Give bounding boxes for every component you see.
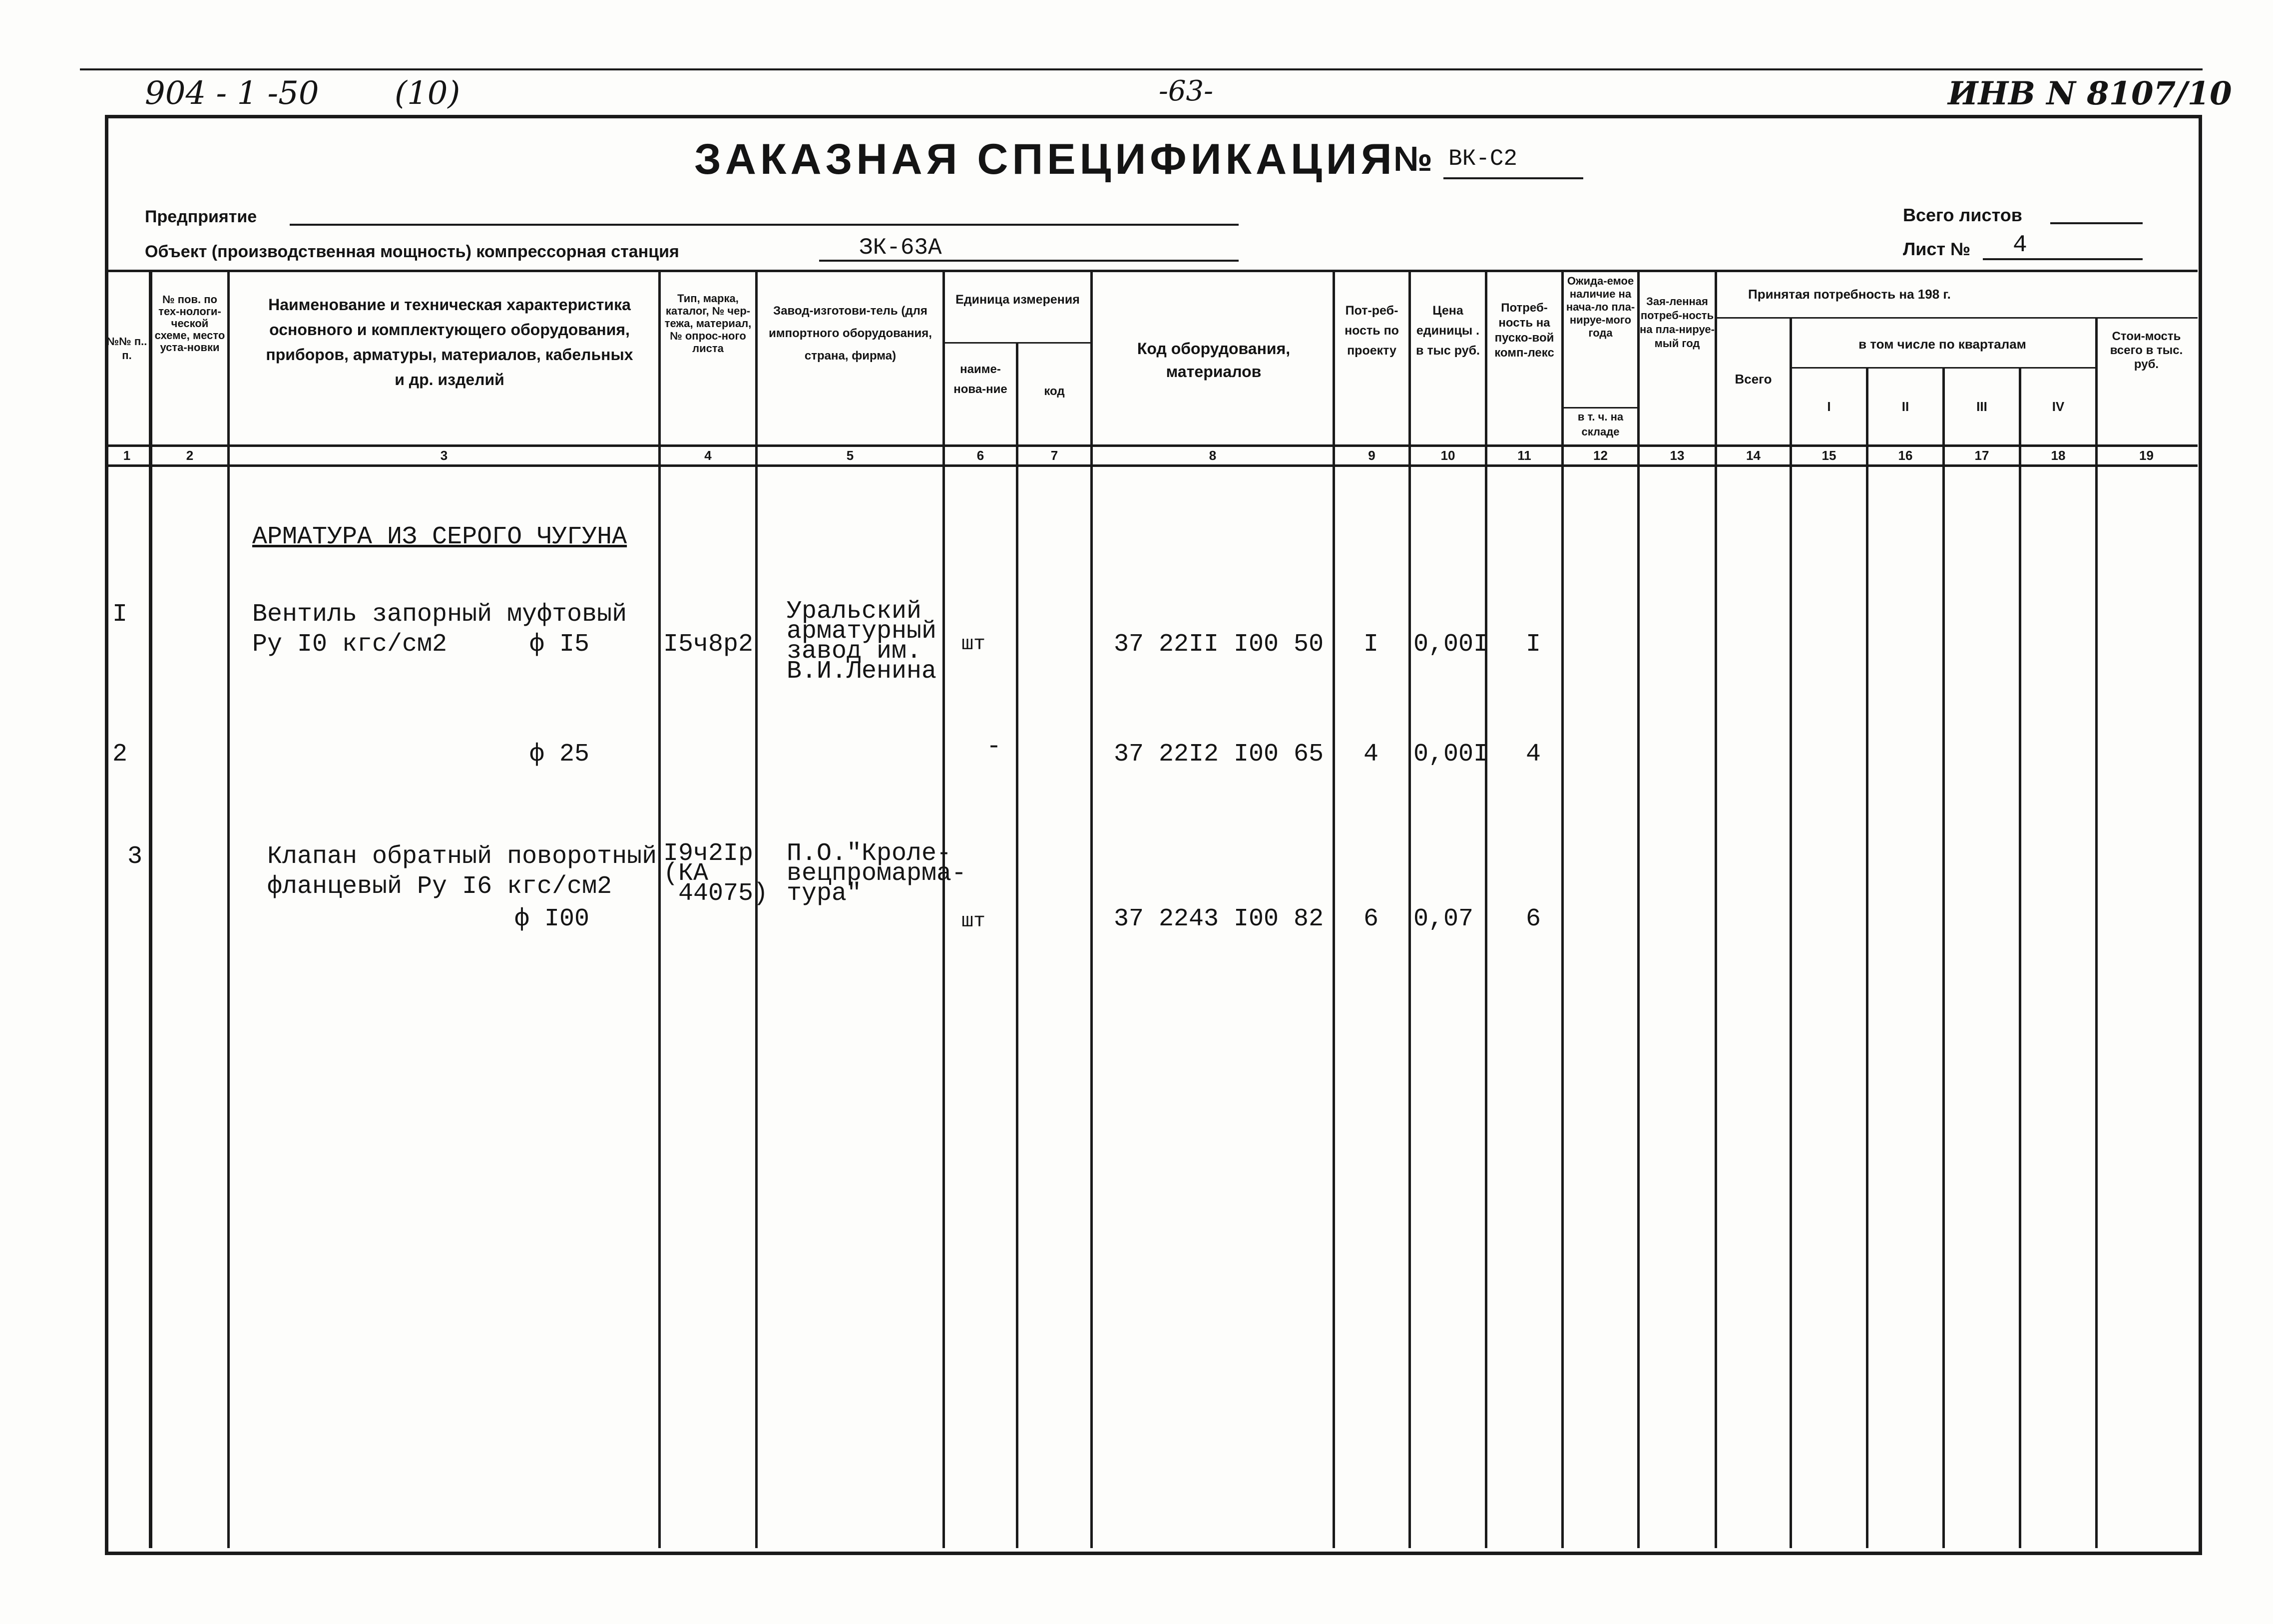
- item-maker: Уральский арматурный завод им. В.И.Ленина: [787, 597, 937, 686]
- item-qty: I: [1364, 630, 1379, 659]
- col-number: 11: [1517, 448, 1531, 463]
- item-name: Клапан обратный поворотный: [267, 842, 657, 871]
- col-number: 1: [123, 448, 131, 463]
- col-line: [1942, 367, 1945, 1548]
- col-line: [1866, 367, 1868, 1548]
- item-type: I9ч2Iр (КА 44075): [663, 839, 769, 908]
- page-title: ЗАКАЗНАЯ СПЕЦИФИКАЦИЯ: [694, 135, 1396, 183]
- col-number: 19: [2139, 448, 2154, 463]
- sheet-value: 4: [2013, 232, 2027, 259]
- header-col1: №№ п.. п.: [106, 335, 147, 362]
- col-number: 10: [1440, 448, 1455, 463]
- header-quarters: в том числе по кварталам: [1858, 337, 2026, 352]
- row-number: 2: [112, 740, 128, 769]
- total-sheets-line: [2050, 222, 2143, 224]
- item-unit: шт: [961, 633, 986, 656]
- col-number: 7: [1050, 448, 1058, 463]
- header-unit: Единица измерения: [955, 293, 1080, 307]
- header-col2: № пов. по тех-нологи-ческой схеме, место уста-новки: [154, 293, 225, 354]
- col-number: 17: [1974, 448, 1989, 463]
- header-col11: Потреб-ность на пуско-вой комп-лекс: [1494, 301, 1554, 360]
- col-line: [2019, 367, 2021, 1548]
- col-number: 8: [1209, 448, 1217, 463]
- item-launch-qty: I: [1526, 630, 1541, 659]
- header-col10: Цена единицы . в тыс руб.: [1416, 304, 1480, 358]
- col-number: 3: [440, 448, 448, 463]
- spec-number-line: [1443, 177, 1583, 179]
- item-maker: П.О."Кроле- вецпромарма- тура": [787, 839, 967, 908]
- item-diameter: ф I00: [514, 905, 590, 933]
- header-col4: Тип, марка, каталог, № чер-тежа, материал, № опрос-ного листа: [664, 292, 752, 355]
- col-number: 4: [704, 448, 712, 463]
- header-col8: Код оборудования, материалов: [1137, 340, 1291, 381]
- col-number: 16: [1898, 448, 1913, 463]
- item-qty: 6: [1364, 905, 1379, 933]
- item-qty: 4: [1364, 740, 1379, 769]
- object-line: [819, 260, 1239, 262]
- header-q3: III: [1976, 399, 1987, 414]
- item-launch-qty: 6: [1526, 905, 1541, 933]
- col-number: 9: [1368, 448, 1375, 463]
- item-launch-qty: 4: [1526, 740, 1541, 769]
- item-name-line2: фланцевый Ру I6 кгс/см2: [267, 872, 612, 901]
- col-number: 14: [1746, 448, 1761, 463]
- total-sheets-label: Всего листов: [1903, 205, 2022, 225]
- item-diameter: ф 25: [529, 740, 590, 769]
- col-number: 18: [2051, 448, 2066, 463]
- page-number: -63-: [1159, 75, 1214, 107]
- header-col6: наиме-нова-ние: [953, 363, 1007, 396]
- col-line: [149, 270, 152, 1548]
- item-type: I5ч8р2: [663, 630, 754, 659]
- row-number: 3: [127, 842, 143, 871]
- header-col12: Ожида-емое наличие на нача-ло пла-нируе-мого года: [1566, 275, 1635, 339]
- top-rule: [80, 68, 2203, 70]
- header-col9: Пот-реб-ность по проекту: [1345, 304, 1399, 358]
- header-col3: Наименование и техническая характеристика основного и комплектующего оборудования, приборов, арматуры, материалов, кабельных и др. изделий: [266, 296, 633, 389]
- header-q1: I: [1827, 399, 1831, 414]
- inventory-number: ИНВ N 8107/10: [1948, 75, 2232, 112]
- col-number: 6: [976, 448, 984, 463]
- accepted-rule: [1715, 317, 2198, 319]
- item-price: 0,07: [1413, 905, 1474, 933]
- col-number: 2: [186, 448, 194, 463]
- item-name: Вентиль запорный муфтовый: [252, 600, 627, 629]
- header-col19: Стои-мость всего в тыс. руб.: [2110, 330, 2183, 371]
- object-label: Объект (производственная мощность) компрессорная станция: [145, 242, 679, 261]
- sheet-line: [1983, 258, 2143, 260]
- object-value: ЗК-63А: [859, 235, 942, 261]
- item-unit: шт: [961, 910, 986, 933]
- row-number: I: [112, 600, 128, 629]
- header-bottom-rule: [105, 444, 2198, 447]
- stock-rule: [1561, 407, 1637, 408]
- section-title: АРМАТУРА ИЗ СЕРОГО ЧУГУНА: [252, 523, 627, 551]
- col-number: 13: [1670, 448, 1685, 463]
- doc-code: 904 - 1 -50: [145, 75, 319, 112]
- col-line: [2095, 317, 2098, 1548]
- header-col5: Завод-изготови-тель (для импортного оборудования, страна, фирма): [769, 304, 932, 363]
- spec-number-label: №: [1393, 139, 1433, 178]
- header-col7: код: [1044, 385, 1065, 398]
- enterprise-label: Предприятие: [145, 207, 257, 226]
- item-price: 0,00I: [1413, 630, 1489, 659]
- enterprise-line: [290, 224, 1239, 226]
- col-line: [1790, 317, 1792, 1548]
- header-q2: II: [1901, 399, 1909, 414]
- header-col14: Всего: [1735, 372, 1772, 387]
- item-code: 37 22II I00 50: [1114, 630, 1324, 659]
- header-col12-stock: в т. ч. на складе: [1577, 410, 1624, 438]
- doc-code-paren: (10): [395, 75, 460, 112]
- spec-number: ВК-С2: [1448, 146, 1518, 172]
- col-number: 12: [1593, 448, 1608, 463]
- col-number: 15: [1821, 448, 1836, 463]
- col-line: [1016, 342, 1018, 1548]
- colnum-bottom-rule: [105, 464, 2198, 467]
- item-code: 37 22I2 I00 65: [1114, 740, 1324, 769]
- table-top-rule: [105, 270, 2198, 272]
- item-price: 0,00I: [1413, 740, 1489, 769]
- sheet-label: Лист №: [1903, 239, 1971, 259]
- header-accepted: Принятая потребность на 198 г.: [1748, 287, 1951, 302]
- col-number: 5: [846, 448, 854, 463]
- item-unit: -: [986, 733, 1002, 761]
- header-q4: IV: [2052, 399, 2065, 414]
- item-code: 37 2243 I00 82: [1114, 905, 1324, 933]
- item-name-line2: Ру I0 кгс/см2: [252, 630, 448, 659]
- item-diameter: ф I5: [529, 630, 590, 659]
- header-col13: Зая-ленная потреб-ность на пла-нируе-мый год: [1640, 295, 1715, 350]
